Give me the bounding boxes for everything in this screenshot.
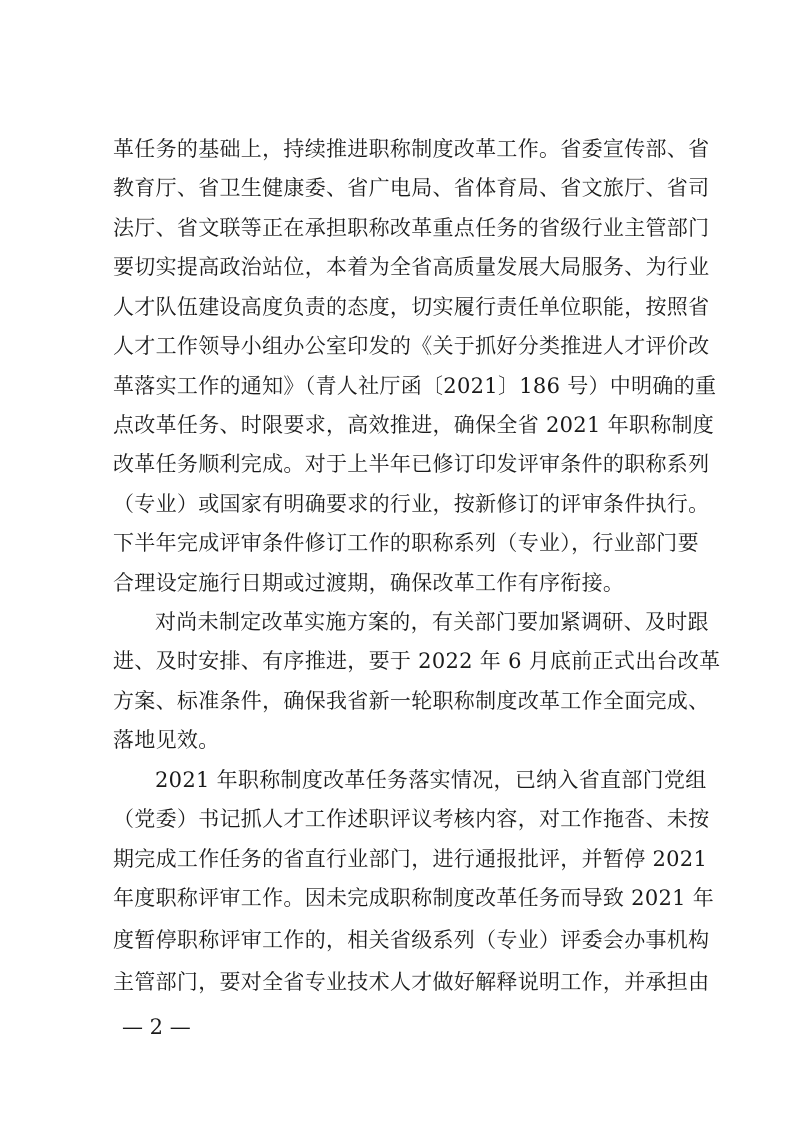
text-line: 要切实提高政治站位，本着为全省高质量发展大局服务、为行业 — [113, 255, 710, 279]
page-number: — 2 — — [122, 1015, 191, 1039]
text-line: 革落实工作的通知》（青人社厅函〔2021〕186 号）中明确的重 — [113, 374, 717, 398]
text-line: 革任务的基础上，持续推进职称制度改革工作。省委宣传部、省 — [113, 137, 710, 161]
text-line: 期完成工作任务的省直行业部门，进行通报批评，并暂停 2021 — [113, 847, 708, 871]
text-line: 方案、标准条件，确保我省新一轮职称制度改革工作全面完成、 — [113, 689, 710, 713]
text-line: （专业）或国家有明确要求的行业，按新修订的评审条件执行。 — [113, 492, 710, 516]
text-line: 改革任务顺利完成。对于上半年已修订印发评审条件的职称系列 — [113, 452, 710, 476]
text-line: 度暂停职称评审工作的，相关省级系列（专业）评委会办事机构 — [113, 928, 710, 952]
text-line: 人才队伍建设高度负责的态度，切实履行责任单位职能，按照省 — [113, 295, 710, 319]
text-line: 2021 年职称制度改革任务落实情况，已纳入省直部门党组 — [155, 768, 707, 792]
text-line: 进、及时安排、有序推进，要于 2022 年 6 月底前正式出台改革 — [113, 649, 721, 673]
text-line: 点改革任务、时限要求，高效推进，确保全省 2021 年职称制度 — [113, 413, 715, 437]
text-line: 教育厅、省卫生健康委、省广电局、省体育局、省文旅厅、省司 — [113, 176, 710, 200]
text-line: 下半年完成评审条件修订工作的职称系列（专业），行业部门要 — [113, 531, 699, 555]
text-line: 对尚未制定改革实施方案的，有关部门要加紧调研、及时跟 — [155, 610, 709, 634]
text-line: 年度职称评审工作。因未完成职称制度改革任务而导致 2021 年 — [113, 886, 715, 910]
text-line: 人才工作领导小组办公室印发的《关于抓好分类推进人才评价改 — [113, 334, 710, 358]
text-line: 落地见效。 — [113, 728, 220, 752]
text-line: 合理设定施行日期或过渡期，确保改革工作有序衔接。 — [113, 571, 625, 595]
text-line: 法厅、省文联等正在承担职称改革重点任务的省级行业主管部门 — [113, 216, 710, 240]
text-line: （党委）书记抓人才工作述职评议考核内容，对工作拖沓、未按 — [113, 807, 710, 831]
text-line: 主管部门，要对全省专业技术人才做好解释说明工作，并承担由 — [113, 970, 710, 994]
